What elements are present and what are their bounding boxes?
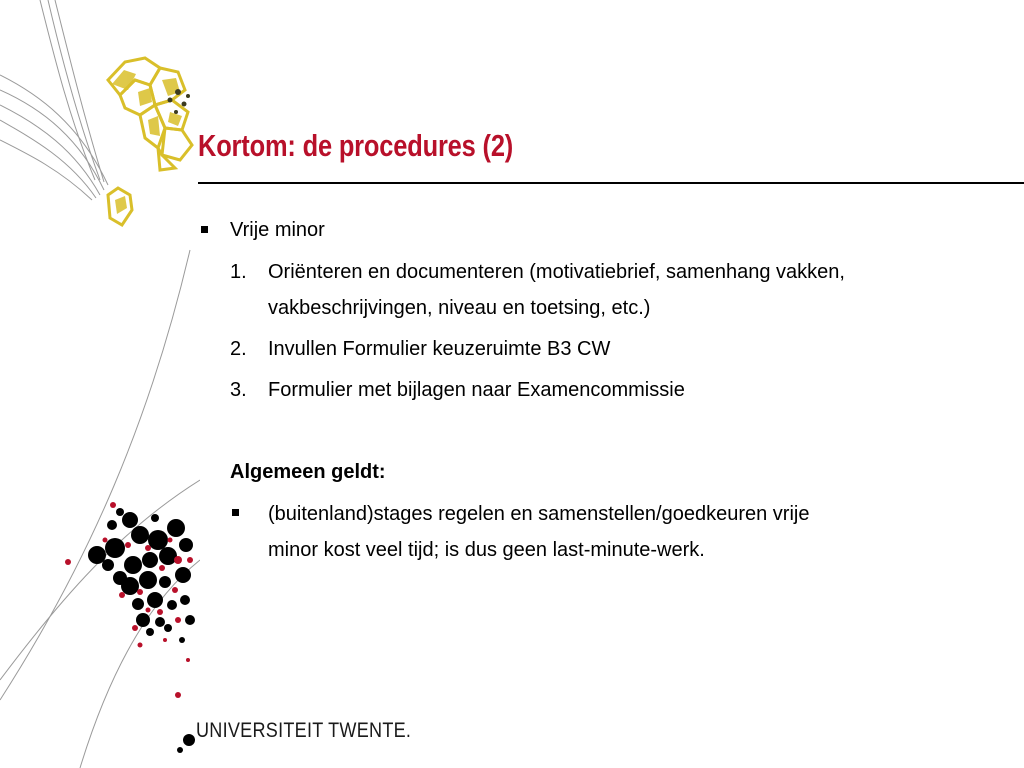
step-text-line: Invullen Formulier keuzeruimte B3 CW [268,338,611,360]
step-number: 3. [230,379,247,401]
step-text-line: Formulier met bijlagen naar Examencommissie [268,379,685,401]
sub-bullet-line: minor kost veel tijd; is dus geen last-minute-werk. [268,539,705,561]
slide-title: Kortom: de procedures (2) [198,128,514,163]
step-number: 2. [230,338,247,360]
step-text-line: vakbeschrijvingen, niveau en toetsing, etc.) [268,297,651,319]
square-bullet-icon [232,509,239,516]
step-number: 1. [230,261,247,283]
square-bullet-icon [201,226,208,233]
sub-bullet-line: (buitenland)stages regelen en samenstellen/goedkeuren vrije [268,503,810,525]
university-logo: UNIVERSITEIT TWENTE. [196,719,412,742]
step-text-line: Oriënteren en documenteren (motivatiebrief, samenhang vakken, [268,261,845,283]
bullet-main: Vrije minor [230,219,325,241]
subheading: Algemeen geldt: [230,461,386,483]
